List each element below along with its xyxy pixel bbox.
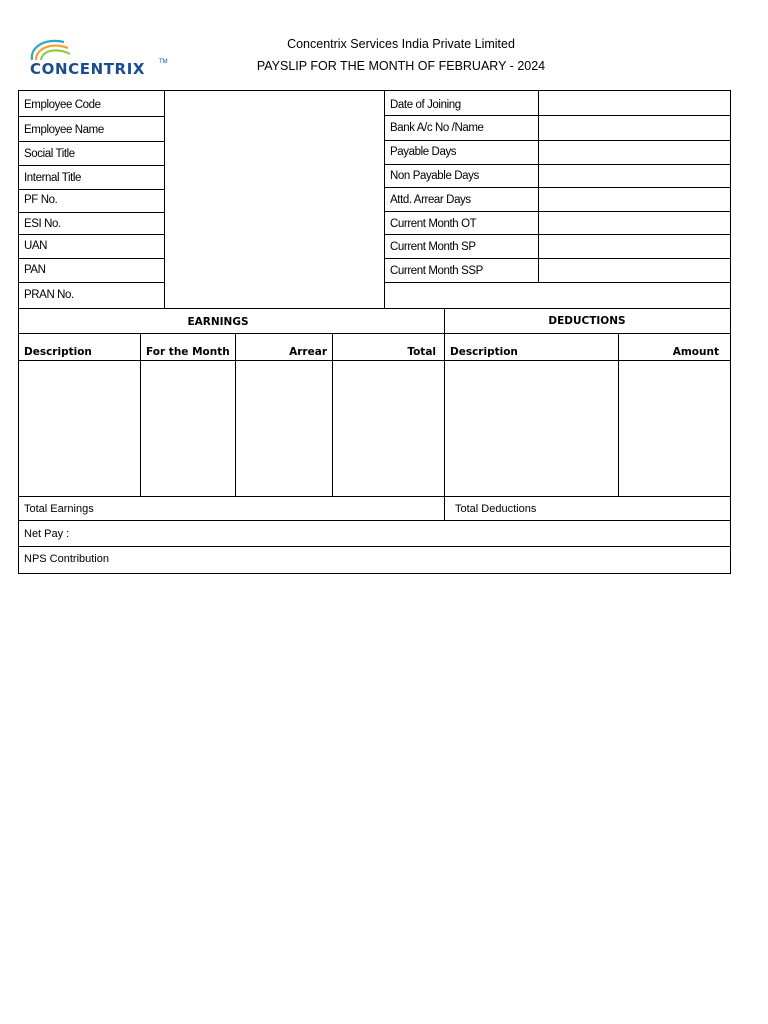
- net-pay-label: Net Pay :: [24, 528, 70, 540]
- total-deductions-label: Total Deductions: [455, 503, 537, 515]
- label-pf-no: PF No.: [24, 194, 58, 206]
- deductions-col-description: Description: [450, 346, 518, 358]
- label-bank-account: Bank A/c No /Name: [390, 122, 484, 134]
- logo-trademark: TM: [159, 59, 168, 65]
- label-social-title: Social Title: [24, 148, 75, 160]
- label-pran-no: PRAN No.: [24, 289, 74, 301]
- company-name: Concentrix Services India Private Limited: [287, 37, 515, 51]
- label-esi-no: ESI No.: [24, 218, 61, 230]
- label-current-month-ssp: Current Month SSP: [390, 265, 483, 277]
- deductions-col-amount: Amount: [672, 346, 719, 358]
- label-payable-days: Payable Days: [390, 146, 457, 158]
- earnings-col-for-the-month: For the Month: [146, 346, 230, 358]
- earnings-col-description: Description: [24, 346, 92, 358]
- label-pan: PAN: [24, 264, 46, 276]
- label-uan: UAN: [24, 240, 48, 252]
- label-employee-code: Employee Code: [24, 99, 101, 111]
- deductions-heading: DEDUCTIONS: [548, 315, 626, 327]
- logo-wordmark: CONCENTRIX: [30, 60, 146, 78]
- earnings-col-total: Total: [407, 346, 436, 358]
- label-attd-arrear-days: Attd. Arrear Days: [390, 194, 471, 206]
- earnings-heading: EARNINGS: [187, 316, 249, 328]
- label-internal-title: Internal Title: [24, 172, 82, 184]
- nps-contribution-label: NPS Contribution: [24, 553, 109, 565]
- label-non-payable-days: Non Payable Days: [390, 170, 479, 182]
- label-employee-name: Employee Name: [24, 124, 104, 136]
- label-date-of-joining: Date of Joining: [390, 99, 461, 111]
- label-current-month-ot: Current Month OT: [390, 218, 477, 230]
- total-earnings-label: Total Earnings: [24, 503, 94, 515]
- payslip-title: PAYSLIP FOR THE MONTH OF FEBRUARY - 2024: [256, 59, 546, 73]
- earnings-col-arrear: Arrear: [289, 346, 327, 358]
- label-current-month-sp: Current Month SP: [390, 241, 476, 253]
